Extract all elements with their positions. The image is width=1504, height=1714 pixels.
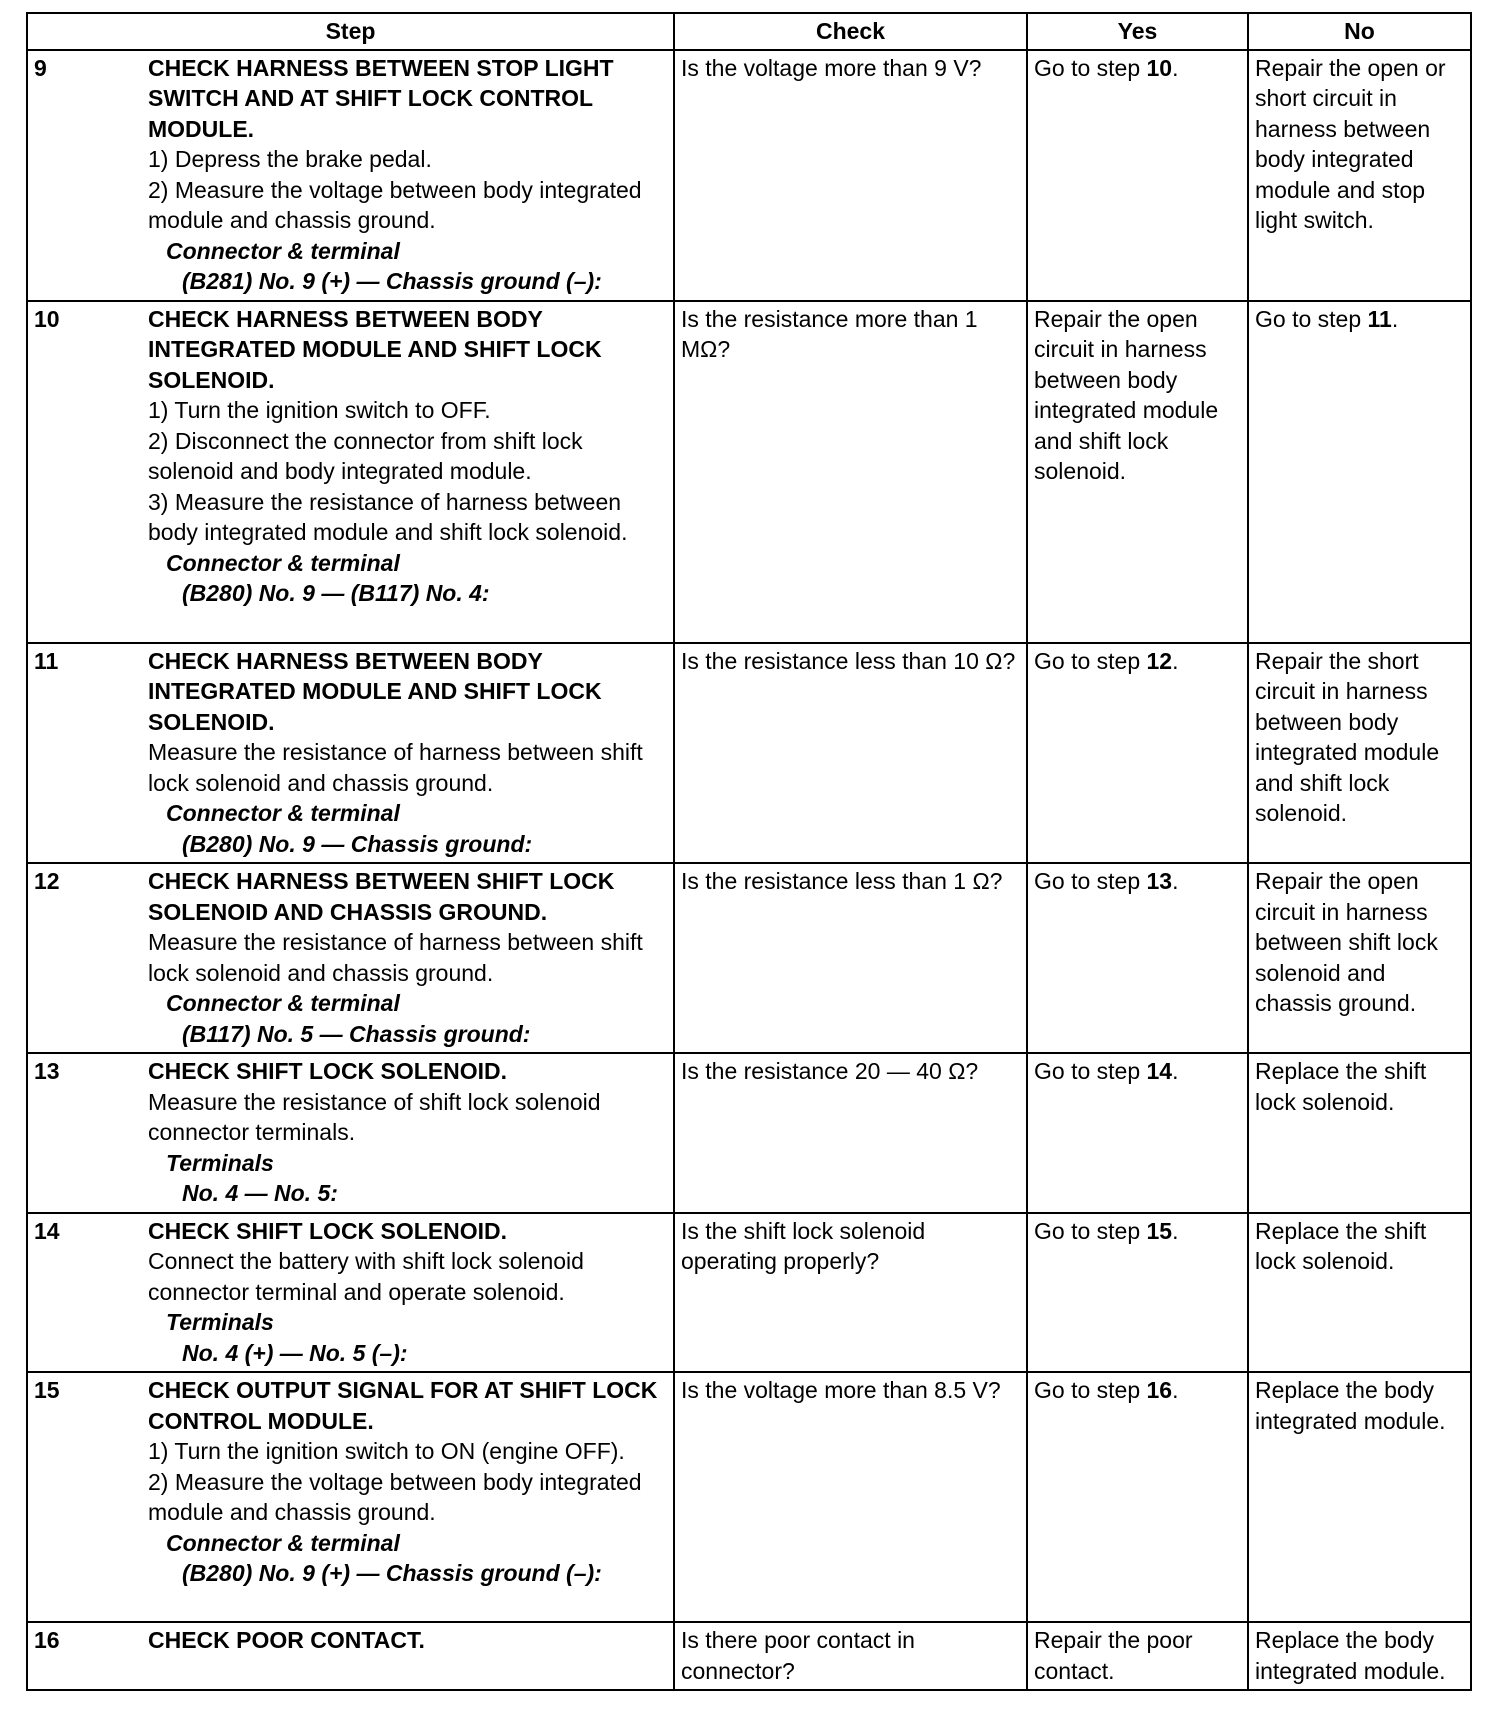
yes-step-link: 12 — [1146, 647, 1173, 674]
step-title: CHECK HARNESS BETWEEN SHIFT LOCK SOLENOID AND CHASSIS GROUND. — [148, 868, 615, 925]
no-cell — [1248, 301, 1471, 643]
yes-end: . — [1172, 647, 1179, 674]
check-cell: Is the shift lock solenoid operating properly? — [674, 1213, 1027, 1373]
connector-value: (B280) No. 9 (+) — Chassis ground (–): — [182, 1560, 602, 1586]
step-instruction: Measure the resistance of harness between shift lock solenoid and chassis ground. — [148, 929, 643, 986]
check-cell: Is the resistance 20 — 40 Ω? — [674, 1053, 1027, 1213]
connector-label: Connector & terminal — [166, 237, 400, 264]
yes-cell — [1027, 863, 1248, 1053]
yes-end: . — [1172, 1217, 1179, 1244]
yes-end: . — [1172, 868, 1179, 894]
header-no: No — [1248, 13, 1471, 50]
yes-text: Go to step — [1034, 647, 1147, 674]
step-instruction: 2) Measure the voltage between body integrated module and chassis ground. — [148, 1468, 642, 1525]
connector-label: Connector & terminal — [166, 990, 400, 1016]
step-title: CHECK SHIFT LOCK SOLENOID. — [148, 1058, 508, 1084]
yes-text: Go to step — [1034, 1217, 1147, 1244]
check-cell: Is there poor contact in connector? — [674, 1622, 1027, 1690]
no-cell: Replace the shift lock solenoid. — [1248, 1213, 1471, 1373]
step-number: 15 — [34, 1377, 60, 1403]
no-cell: Repair the short circuit in harness between body integrated module and shift lock solenoid. — [1248, 643, 1471, 864]
check-cell: Is the voltage more than 9 V? — [674, 50, 1027, 301]
yes-step-link: 15 — [1146, 1217, 1173, 1244]
yes-text: Go to step — [1034, 1377, 1147, 1403]
header-step: Step — [27, 13, 674, 50]
yes-cell — [1027, 1372, 1248, 1622]
step-instruction: 2) Measure the voltage between body integrated module and chassis ground. — [148, 176, 642, 233]
connector-label: Terminals — [166, 1149, 274, 1176]
step-instruction: 1) Depress the brake pedal. — [148, 146, 432, 172]
step-number: 16 — [34, 1627, 60, 1653]
no-end: . — [1391, 305, 1399, 332]
check-cell: Is the resistance less than 10 Ω? — [674, 643, 1027, 864]
yes-text: Go to step — [1034, 1058, 1147, 1084]
step-cell — [27, 301, 674, 643]
step-title: CHECK OUTPUT SIGNAL FOR AT SHIFT LOCK CONTROL MODULE. — [148, 1377, 658, 1434]
table-row — [27, 1213, 1471, 1373]
no-text: Go to step — [1255, 305, 1368, 332]
table-row — [27, 1372, 1471, 1622]
step-number: 12 — [34, 868, 60, 894]
step-instruction: Measure the resistance of shift lock solenoid connector terminals. — [148, 1088, 601, 1145]
yes-step-link: 14 — [1146, 1058, 1173, 1084]
step-number: 9 — [34, 54, 47, 81]
step-title: CHECK HARNESS BETWEEN BODY INTEGRATED MODULE AND SHIFT LOCK SOLENOID. — [148, 305, 602, 393]
step-number: 14 — [34, 1217, 60, 1244]
step-number: 11 — [34, 647, 59, 674]
header-check: Check — [674, 13, 1027, 50]
connector-value: No. 4 — No. 5: — [182, 1180, 338, 1206]
table-row — [27, 1622, 1471, 1690]
table-row — [27, 1053, 1471, 1213]
yes-cell — [1027, 643, 1248, 864]
header-row — [27, 13, 1471, 50]
step-instruction: 1) Turn the ignition switch to OFF. — [148, 397, 491, 423]
yes-end: . — [1172, 1377, 1179, 1403]
table-row — [27, 301, 1471, 643]
step-cell — [27, 50, 674, 301]
yes-step-link: 13 — [1146, 868, 1173, 894]
check-cell: Is the resistance less than 1 Ω? — [674, 863, 1027, 1053]
step-instruction: Connect the battery with shift lock solenoid connector terminal and operate solenoid. — [148, 1248, 584, 1305]
step-cell — [27, 863, 674, 1053]
no-cell: Replace the body integrated module. — [1248, 1372, 1471, 1622]
step-number: 13 — [34, 1058, 60, 1084]
step-title: CHECK HARNESS BETWEEN STOP LIGHT SWITCH AND AT SHIFT LOCK CONTROL MODULE. — [148, 54, 614, 142]
connector-label: Connector & terminal — [166, 549, 400, 576]
step-number: 10 — [34, 305, 60, 332]
yes-text: Go to step — [1034, 54, 1147, 81]
yes-cell: Repair the open circuit in harness between body integrated module and shift lock solenoid. — [1027, 301, 1248, 643]
yes-text: Go to step — [1034, 868, 1147, 894]
connector-value: (B117) No. 5 — Chassis ground: — [182, 1020, 531, 1047]
yes-step-link: 16 — [1146, 1377, 1173, 1403]
step-title: CHECK POOR CONTACT. — [148, 1627, 425, 1653]
step-title: CHECK HARNESS BETWEEN BODY INTEGRATED MODULE AND SHIFT LOCK SOLENOID. — [148, 647, 602, 735]
connector-label: Terminals — [166, 1309, 274, 1335]
connector-label: Connector & terminal — [166, 1529, 400, 1556]
table-row — [27, 643, 1471, 864]
connector-label: Connector & terminal — [166, 800, 400, 826]
step-cell — [27, 1213, 674, 1373]
connector-value: (B280) No. 9 — Chassis ground: — [182, 830, 533, 857]
step-cell — [27, 1622, 674, 1690]
no-step-link: 11 — [1367, 305, 1392, 332]
step-cell — [27, 1053, 674, 1213]
yes-cell — [1027, 1053, 1248, 1213]
connector-value: (B280) No. 9 — (B117) No. 4: — [182, 580, 490, 606]
no-cell: Replace the shift lock solenoid. — [1248, 1053, 1471, 1213]
no-cell: Replace the body integrated module. — [1248, 1622, 1471, 1690]
connector-value: (B281) No. 9 (+) — Chassis ground (–): — [182, 268, 602, 294]
header-yes: Yes — [1027, 13, 1248, 50]
check-cell: Is the voltage more than 8.5 V? — [674, 1372, 1027, 1622]
step-instruction: 2) Disconnect the connector from shift lock solenoid and body integrated module. — [148, 427, 583, 484]
table-row — [27, 50, 1471, 301]
step-cell — [27, 643, 674, 864]
yes-cell — [1027, 50, 1248, 301]
yes-end: . — [1172, 54, 1179, 81]
step-cell — [27, 1372, 674, 1622]
yes-step-link: 10 — [1146, 54, 1173, 81]
yes-cell — [1027, 1213, 1248, 1373]
step-instruction: 1) Turn the ignition switch to ON (engine OFF). — [148, 1438, 625, 1464]
step-title: CHECK SHIFT LOCK SOLENOID. — [148, 1217, 508, 1244]
yes-cell: Repair the poor contact. — [1027, 1622, 1248, 1690]
diagnostic-table — [26, 12, 1472, 1691]
yes-end: . — [1172, 1058, 1179, 1084]
step-instruction: Measure the resistance of harness between shift lock solenoid and chassis ground. — [148, 739, 643, 796]
table-row — [27, 863, 1471, 1053]
step-instruction: 3) Measure the resistance of harness between body integrated module and shift lock solenoid. — [148, 488, 628, 545]
connector-value: No. 4 (+) — No. 5 (–): — [182, 1339, 408, 1366]
check-cell: Is the resistance more than 1 MΩ? — [674, 301, 1027, 643]
no-cell: Repair the open or short circuit in harness between body integrated module and stop light switch. — [1248, 50, 1471, 301]
no-cell: Repair the open circuit in harness between shift lock solenoid and chassis ground. — [1248, 863, 1471, 1053]
